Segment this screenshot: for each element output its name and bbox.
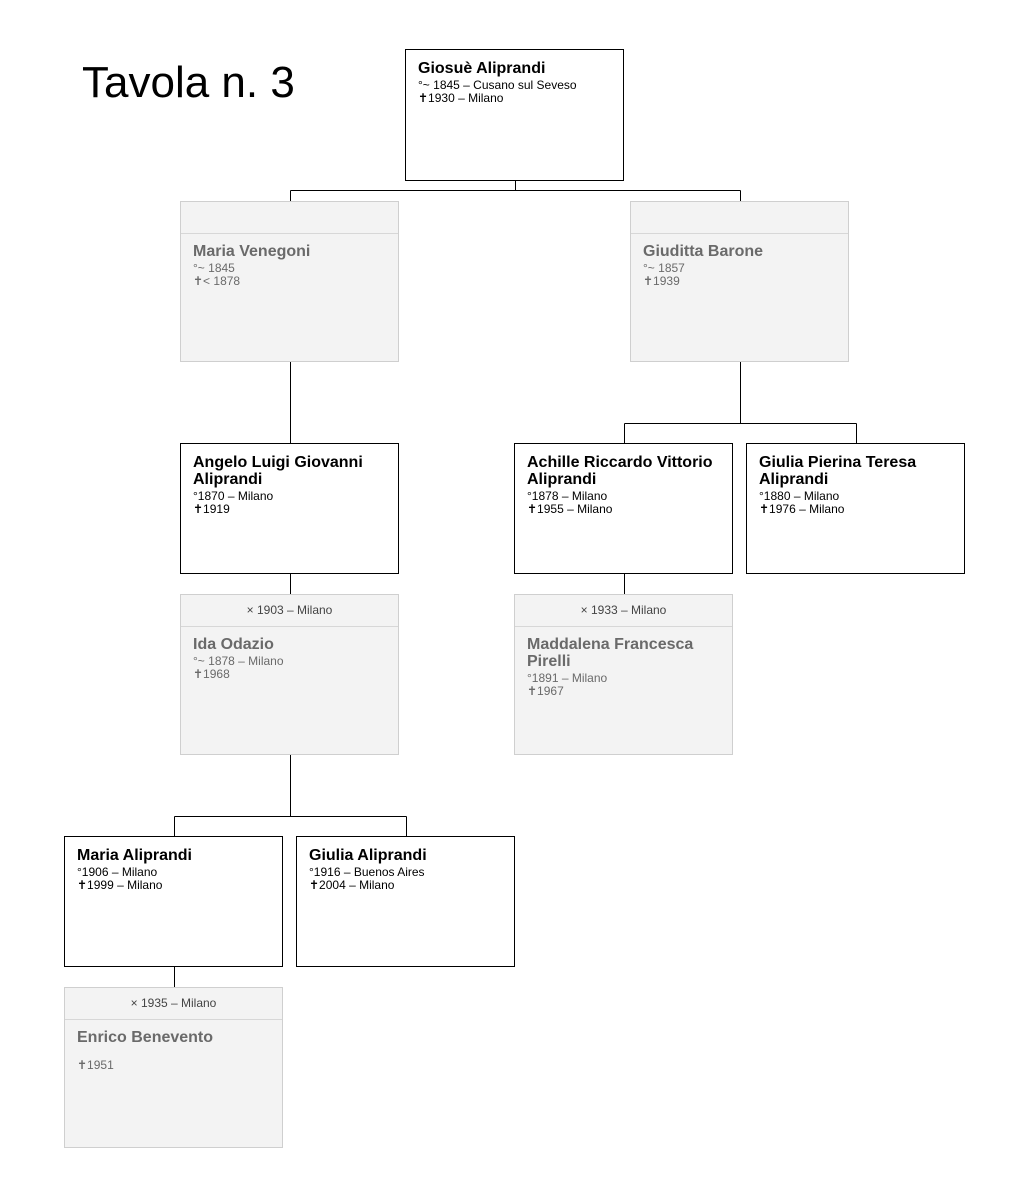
marriage-info: × 1903 – Milano [181, 595, 398, 627]
person-giulia-aliprandi[interactable] [296, 836, 515, 967]
person-giulia-pierina-aliprandi[interactable] [746, 443, 965, 574]
death-info: ✝1930 – Milano [418, 91, 504, 105]
marriage-info [631, 202, 848, 234]
spouse-maddalena-pirelli[interactable] [514, 594, 733, 755]
person-name: Maria Aliprandi [77, 847, 192, 864]
connector-giosue-spouses [291, 181, 741, 201]
birth-info: °1891 – Milano [527, 671, 608, 685]
spouse-maria-venegoni[interactable] [180, 201, 399, 362]
person-name: Ida Odazio [193, 636, 274, 653]
person-angelo-aliprandi[interactable] [180, 443, 399, 574]
marriage-info [181, 202, 398, 234]
marriage-info: × 1933 – Milano [515, 595, 732, 627]
person-name: Maddalena Francesca Pirelli [527, 636, 694, 670]
birth-info: °~ 1845 [193, 261, 235, 275]
page-title: Tavola n. 3 [82, 58, 295, 107]
person-name: Giulia Aliprandi [309, 847, 427, 864]
death-info: ✝1967 [527, 684, 564, 698]
connector-giuditta-children [625, 362, 857, 443]
person-name: Giosuè Aliprandi [418, 60, 546, 77]
person-name: Achille Riccardo Vittorio Aliprandi [527, 454, 713, 488]
connector-ida-children [175, 755, 407, 836]
death-info: ✝1976 – Milano [759, 502, 845, 516]
birth-info: °1880 – Milano [759, 489, 840, 503]
birth-info: °1916 – Buenos Aires [309, 865, 425, 879]
marriage-info: × 1935 – Milano [65, 988, 282, 1020]
person-name: Giulia Pierina Teresa Aliprandi [759, 454, 917, 488]
person-achille-aliprandi[interactable] [514, 443, 733, 574]
death-info: ✝< 1878 [193, 274, 241, 288]
birth-info: °~ 1857 [643, 261, 685, 275]
death-info: ✝1999 – Milano [77, 878, 163, 892]
death-info: ✝2004 – Milano [309, 878, 395, 892]
person-name: Enrico Benevento [77, 1029, 214, 1046]
death-info: ✝1919 [193, 502, 230, 516]
birth-info: °1906 – Milano [77, 865, 158, 879]
death-info: ✝1939 [643, 274, 680, 288]
birth-info: °~ 1845 – Cusano sul Seveso [418, 78, 577, 92]
spouse-enrico-benevento[interactable] [64, 987, 283, 1148]
spouse-giuditta-barone[interactable] [630, 201, 849, 362]
spouse-ida-odazio[interactable] [180, 594, 399, 755]
person-name: Maria Venegoni [193, 243, 311, 260]
person-name: Giuditta Barone [643, 243, 764, 260]
death-info: ✝1968 [193, 667, 230, 681]
birth-info: °1870 – Milano [193, 489, 274, 503]
birth-info: °1878 – Milano [527, 489, 608, 503]
person-giosue-aliprandi[interactable] [405, 49, 624, 181]
person-maria-aliprandi[interactable] [64, 836, 283, 967]
death-info: ✝1951 [77, 1058, 114, 1072]
birth-info: °~ 1878 – Milano [193, 654, 284, 668]
person-name: Angelo Luigi Giovanni Aliprandi [193, 454, 363, 488]
death-info: ✝1955 – Milano [527, 502, 613, 516]
